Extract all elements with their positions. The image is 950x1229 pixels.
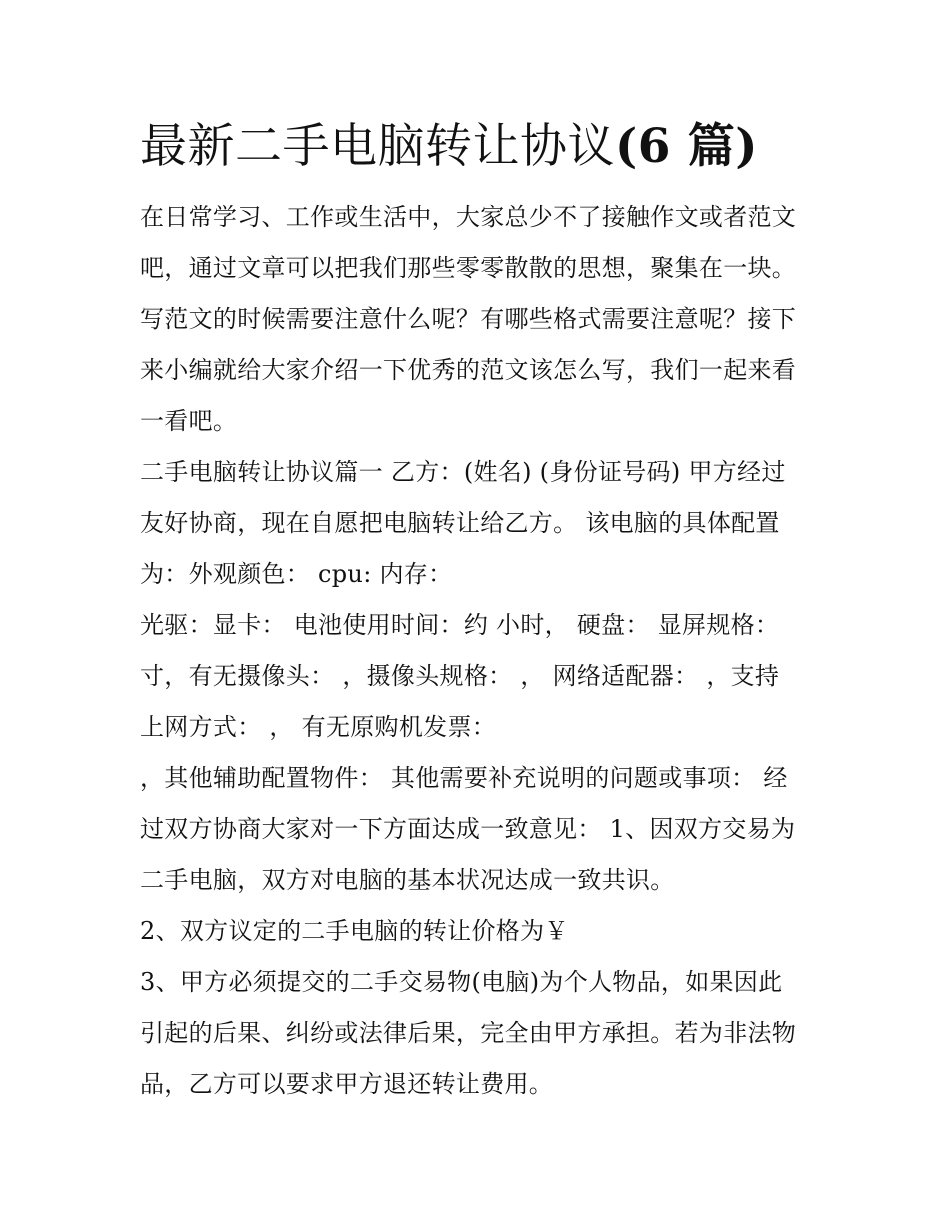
body-line: ，其他辅助配置物件： 其他需要补充说明的问题或事项： 经	[140, 764, 788, 792]
body-line: 光驱：显卡： 电池使用时间：约 小时， 硬盘： 显屏规格：	[140, 611, 780, 639]
document-body	[140, 192, 820, 1110]
document-title-main: 最新二手电脑转让协议	[140, 119, 615, 174]
body-line: 2、双方议定的二手电脑的转让价格为￥	[140, 917, 569, 945]
body-line: 品，乙方可以要求甲方退还转让费用。	[140, 1070, 554, 1098]
document-page	[140, 112, 820, 1110]
body-line: 友好协商，现在自愿把电脑转让给乙方。 该电脑的具体配置	[140, 509, 780, 537]
document-title-count: (6 篇)	[615, 119, 759, 174]
body-line: 来小编就给大家介绍一下优秀的范文该怎么写，我们一起来看	[140, 356, 797, 384]
body-line: 一看吧。	[140, 407, 238, 435]
body-line: 寸，有无摄像头： ，摄像头规格： ， 网络适配器： ，支持	[140, 662, 780, 690]
body-line: 写范文的时候需要注意什么呢？有哪些格式需要注意呢？接下	[140, 305, 797, 333]
body-line: 在日常学习、工作或生活中，大家总少不了接触作文或者范文	[140, 203, 797, 231]
body-line: 上网方式： ， 有无原购机发票：	[140, 713, 497, 741]
document-title	[140, 112, 820, 182]
body-line: 为：外观颜色： cpu: 内存：	[140, 560, 453, 588]
body-line: 3、甲方必须提交的二手交易物(电脑)为个人物品，如果因此	[140, 968, 783, 996]
body-line: 二手电脑，双方对电脑的基本状况达成一致共识。	[140, 866, 675, 894]
body-line: 二手电脑转让协议篇一 乙方：(姓名) (身份证号码) 甲方经过	[140, 458, 786, 486]
body-line: 引起的后果、纠纷或法律后果，完全由甲方承担。若为非法物	[140, 1019, 797, 1047]
body-line: 过双方协商大家对一下方面达成一致意见： 1、因双方交易为	[140, 815, 796, 843]
body-line: 吧，通过文章可以把我们那些零零散散的思想，聚集在一块。	[140, 254, 797, 282]
